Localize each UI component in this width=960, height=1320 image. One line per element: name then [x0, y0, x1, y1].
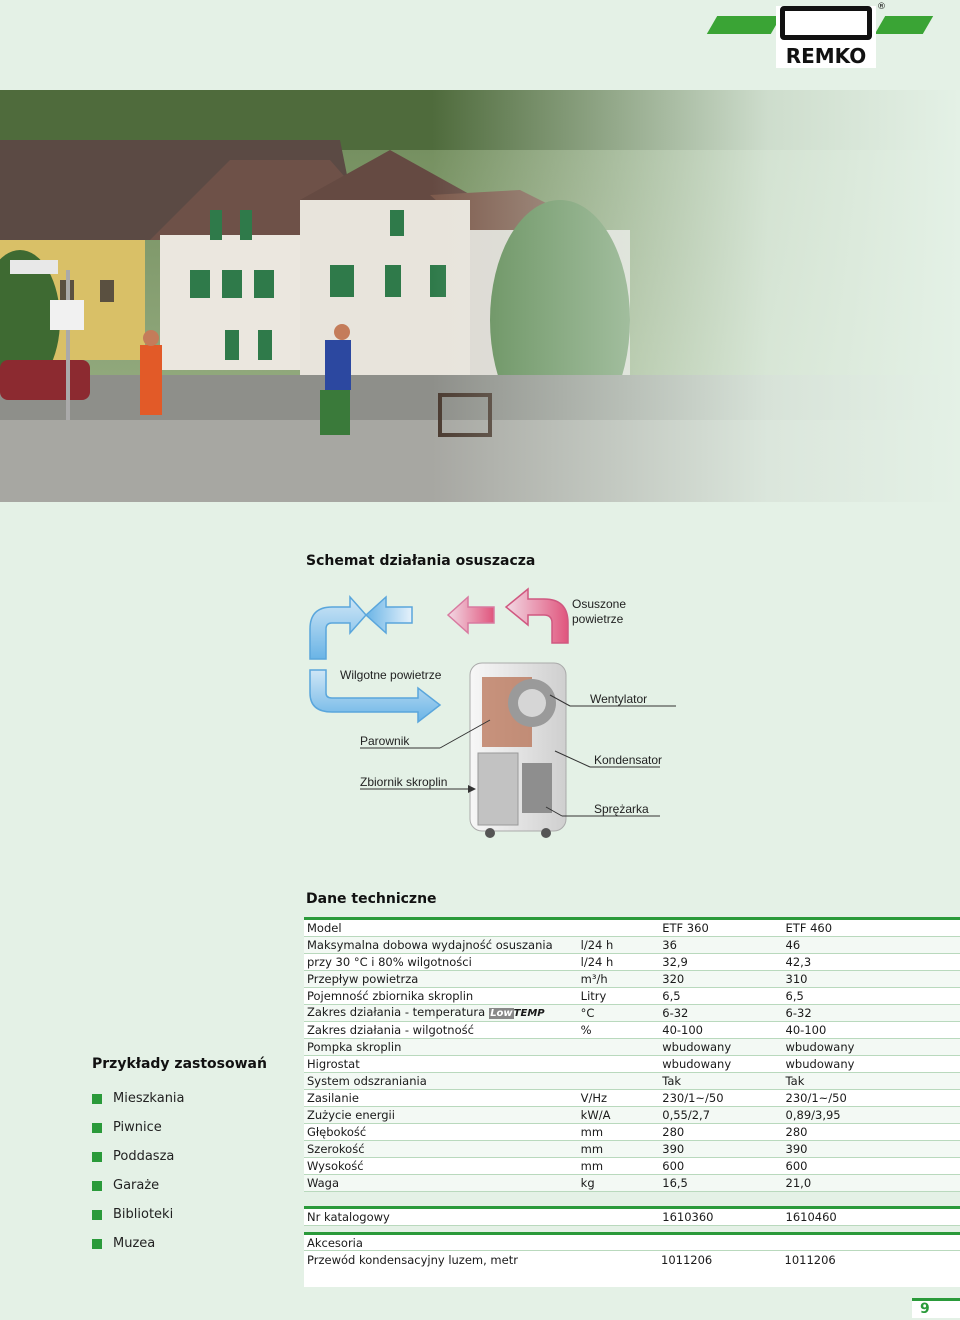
logo-wordmark: REMKO	[785, 44, 867, 68]
table-row: Przepływ powietrza m³/h 320 310	[304, 971, 960, 988]
airflow-arrow-icon	[310, 589, 568, 659]
logo-stripe-right	[875, 16, 933, 34]
label-tank: Zbiornik skroplin	[360, 775, 448, 789]
list-item: Garaże	[92, 1171, 185, 1200]
table-row: Zakres działania - wilgotność % 40-100 40-100	[304, 1022, 960, 1039]
table-row: Maksymalna dobowa wydajność osuszania l/24 h 36 46	[304, 937, 960, 954]
bullet-square-icon	[92, 1094, 102, 1104]
table-row: Zakres działania - temperatura LowTEMP °C 6-32 6-32	[304, 1005, 960, 1022]
table-row: Przewód kondensacyjny luzem, metr 1011206 1011206	[304, 1251, 960, 1288]
bullet-square-icon	[92, 1152, 102, 1162]
label-dried-air: Osuszone powietrze	[572, 597, 627, 626]
specs-table	[304, 917, 960, 1226]
table-row: Pojemność zbiornika skroplin Litry 6,5 6,5	[304, 988, 960, 1005]
table-row: Zużycie energii kW/A 0,55/2,7 0,89/3,95	[304, 1107, 960, 1124]
logo-registered-mark: ®	[877, 2, 886, 12]
applications-list	[92, 1084, 185, 1258]
list-item: Muzea	[92, 1229, 185, 1258]
list-item: Biblioteki	[92, 1200, 185, 1229]
table-row: Głębokość mm 280 280	[304, 1124, 960, 1141]
list-item: Piwnice	[92, 1113, 185, 1142]
specs-title: Dane techniczne	[306, 891, 437, 907]
table-row: przy 30 °C i 80% wilgotności l/24 h 32,9 42,3	[304, 954, 960, 971]
accessories-table	[304, 1232, 960, 1287]
table-row: Wysokość mm 600 600	[304, 1158, 960, 1175]
table-row: Waga kg 16,5 21,0	[304, 1175, 960, 1192]
list-item: Poddasza	[92, 1142, 185, 1171]
table-row: System odszraniania Tak Tak	[304, 1073, 960, 1090]
table-spacer	[304, 1192, 960, 1208]
lowtemp-logo: LowTEMP	[490, 1008, 545, 1019]
table-row: Szerokość mm 390 390	[304, 1141, 960, 1158]
logo-stripe-left	[707, 16, 781, 34]
page-number: 9	[912, 1298, 960, 1318]
bullet-square-icon	[92, 1210, 102, 1220]
label-fan: Wentylator	[590, 692, 648, 706]
label-humid-air: Wilgotne powietrze	[340, 668, 442, 682]
diagram-title: Schemat działania osuszacza	[306, 553, 536, 569]
label-evaporator: Parownik	[360, 734, 410, 748]
bullet-square-icon	[92, 1123, 102, 1133]
catalog-row: Nr katalogowy 1610360 1610460	[304, 1208, 960, 1226]
bullet-square-icon	[92, 1181, 102, 1191]
logo-emblem	[780, 6, 872, 40]
label-condenser: Kondensator	[594, 753, 663, 767]
dehumidifier-diagram	[300, 585, 720, 845]
bullet-square-icon	[92, 1239, 102, 1249]
table-header-row: Model ETF 360 ETF 460	[304, 919, 960, 937]
label-compressor: Sprężarka	[594, 802, 649, 816]
table-row: Zasilanie V/Hz 230/1~/50 230/1~/50	[304, 1090, 960, 1107]
flood-photo	[0, 90, 960, 502]
table-row: Pompka skroplin wbudowany wbudowany	[304, 1039, 960, 1056]
applications-title: Przykłady zastosowań	[92, 1056, 267, 1072]
list-item: Mieszkania	[92, 1084, 185, 1113]
table-row: Higrostat wbudowany wbudowany	[304, 1056, 960, 1073]
table-header-row: Akcesoria	[304, 1234, 960, 1251]
